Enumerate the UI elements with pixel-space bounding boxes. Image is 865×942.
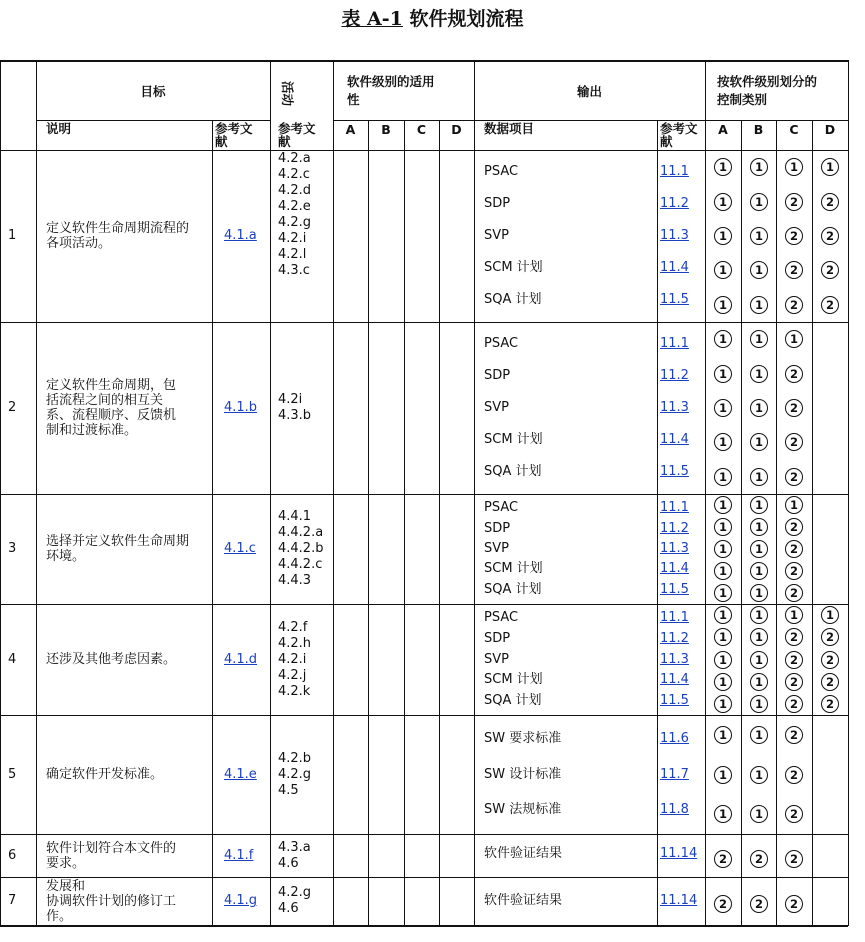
- control-category-b: 2: [750, 895, 768, 913]
- activity-reference: 4.2.h: [278, 635, 312, 651]
- control-category-b: 1: [750, 726, 768, 744]
- table-bottom-border: [0, 925, 848, 927]
- activity-reference: 4.2.i: [278, 651, 307, 667]
- control-category-c: 2: [785, 850, 803, 868]
- output-data-item: 软件验证结果: [484, 893, 563, 908]
- output-data-item: PSAC: [484, 500, 519, 516]
- control-category-a: 2: [714, 850, 732, 868]
- control-category-b: 1: [750, 433, 768, 451]
- header-output-reference: 参考文: [660, 121, 698, 136]
- header-mid-line: [333, 120, 848, 121]
- column-divider: [333, 60, 334, 925]
- row-number: 3: [8, 541, 17, 556]
- output-reference-link[interactable]: 11.6: [660, 730, 689, 746]
- control-category-a: 1: [714, 193, 732, 211]
- header-level-c: C: [416, 122, 427, 137]
- control-category-d: 2: [821, 628, 839, 646]
- control-category-a: 1: [714, 227, 732, 245]
- activity-reference: 4.2.e: [278, 199, 311, 214]
- objective-description: 定义软件生命周期流程的: [46, 221, 190, 236]
- control-category-a: 1: [714, 562, 732, 580]
- row-number: 7: [8, 893, 17, 908]
- objective-reference-link[interactable]: 4.1.g: [224, 893, 258, 908]
- objective-reference-link[interactable]: 4.1.b: [224, 400, 258, 415]
- output-data-item: SQA 计划: [484, 292, 542, 307]
- activity-reference: 4.2.g: [278, 215, 312, 230]
- control-category-c: 2: [785, 805, 803, 823]
- control-category-a: 1: [714, 158, 732, 176]
- output-reference-link[interactable]: 11.7: [660, 766, 689, 782]
- header-control-level-c: C: [789, 122, 799, 137]
- control-category-c: 1: [785, 330, 803, 348]
- output-data-item: 软件验证结果: [484, 846, 563, 861]
- control-category-b: 1: [750, 651, 768, 669]
- control-category-c: 2: [785, 433, 803, 451]
- control-category-a: 1: [714, 805, 732, 823]
- control-category-d: 2: [821, 193, 839, 211]
- output-data-item: SQA 计划: [484, 464, 542, 479]
- objective-description: 系、流程顺序、反馈机: [46, 408, 177, 423]
- output-reference-link[interactable]: 11.1: [660, 164, 689, 179]
- control-category-b: 1: [750, 584, 768, 602]
- row-divider: [0, 494, 848, 495]
- control-category-a: 1: [714, 330, 732, 348]
- control-category-b: 1: [750, 158, 768, 176]
- control-category-a: 1: [714, 651, 732, 669]
- activity-reference: 4.2.g: [278, 885, 312, 900]
- control-category-b: 1: [750, 766, 768, 784]
- control-category-a: 1: [714, 584, 732, 602]
- activity-reference: 4.2.c: [278, 167, 310, 182]
- header-data-item: 数据项目: [484, 121, 535, 136]
- activity-reference: 4.2.d: [278, 183, 312, 198]
- row-number: 4: [8, 651, 17, 667]
- activity-reference: 4.2.g: [278, 766, 312, 782]
- row-divider: [0, 150, 36, 151]
- control-category-a: 1: [714, 518, 732, 536]
- control-category-b: 1: [750, 562, 768, 580]
- control-category-b: 1: [750, 628, 768, 646]
- header-applicability: 软件级别的适用: [347, 74, 435, 89]
- activity-reference: 4.4.1: [278, 509, 312, 524]
- objective-reference-link[interactable]: 4.1.d: [224, 651, 258, 667]
- control-category-c: 2: [785, 726, 803, 744]
- activity-reference: 4.2.b: [278, 750, 312, 766]
- control-category-c: 1: [785, 606, 803, 624]
- row-divider: [0, 877, 848, 878]
- output-data-item: SCM 计划: [484, 672, 543, 688]
- activity-reference: 4.2.a: [278, 151, 311, 166]
- header-activity-reference: 献: [278, 134, 291, 149]
- control-category-b: 1: [750, 193, 768, 211]
- row-number: 2: [8, 400, 17, 415]
- objective-description: 选择并定义软件生命周期: [46, 534, 190, 549]
- output-data-item: PSAC: [484, 610, 519, 626]
- control-category-a: 1: [714, 695, 732, 713]
- control-category-c: 2: [785, 468, 803, 486]
- header-description: 说明: [46, 121, 72, 136]
- objective-description: 制和过渡标准。: [46, 423, 138, 438]
- objective-description: 协调软件计划的修订工: [46, 893, 177, 909]
- control-category-b: 1: [750, 673, 768, 691]
- control-category-c: 2: [785, 695, 803, 713]
- control-category-c: 2: [785, 399, 803, 417]
- control-category-c: 1: [785, 496, 803, 514]
- output-reference-link[interactable]: 11.4: [660, 561, 689, 577]
- output-reference-link[interactable]: 11.2: [660, 196, 689, 211]
- objective-reference-link[interactable]: 4.1.e: [224, 766, 257, 782]
- output-data-item: PSAC: [484, 164, 519, 179]
- control-category-a: 1: [714, 433, 732, 451]
- control-category-c: 2: [785, 766, 803, 784]
- output-reference-link[interactable]: 11.2: [660, 368, 689, 383]
- control-category-d: 2: [821, 651, 839, 669]
- activity-reference: 4.4.2.a: [278, 525, 324, 540]
- column-divider: [368, 120, 369, 925]
- control-category-d: 2: [821, 695, 839, 713]
- control-category-c: 2: [785, 562, 803, 580]
- control-category-a: 1: [714, 628, 732, 646]
- control-category-b: 1: [750, 540, 768, 558]
- objective-reference-link[interactable]: 4.1.c: [224, 541, 256, 556]
- control-category-c: 2: [785, 651, 803, 669]
- output-data-item: SVP: [484, 651, 509, 667]
- objective-reference-link[interactable]: 4.1.f: [224, 847, 254, 863]
- objective-reference-link[interactable]: 4.1.a: [224, 228, 257, 243]
- output-reference-link[interactable]: 11.3: [660, 541, 689, 556]
- activity-reference: 4.2.f: [278, 619, 308, 635]
- control-category-a: 1: [714, 496, 732, 514]
- control-category-c: 2: [785, 261, 803, 279]
- objective-description: 还涉及其他考虑因素。: [46, 652, 177, 667]
- output-reference-link[interactable]: 11.2: [660, 520, 689, 536]
- table-top-border: [0, 60, 848, 62]
- output-reference-link[interactable]: 11.1: [660, 610, 689, 626]
- objective-description: 环境。: [46, 549, 86, 564]
- objective-description: 要求。: [46, 855, 86, 871]
- table-left-border: [0, 60, 1, 925]
- output-data-item: SDP: [484, 630, 511, 646]
- activity-reference: 4.2.j: [278, 667, 307, 683]
- column-divider: [741, 120, 742, 925]
- header-output-reference: 献: [660, 134, 673, 149]
- objective-description: 发展和: [46, 878, 86, 894]
- output-data-item: SW 法规标准: [484, 802, 562, 818]
- output-data-item: SDP: [484, 368, 511, 383]
- output-reference-link[interactable]: 11.5: [660, 292, 689, 307]
- output-reference-link[interactable]: 11.3: [660, 228, 689, 243]
- activity-reference: 4.6: [278, 901, 299, 916]
- control-category-a: 1: [714, 261, 732, 279]
- control-category-d: 1: [821, 158, 839, 176]
- control-category-c: 2: [785, 193, 803, 211]
- output-data-item: PSAC: [484, 336, 519, 351]
- control-category-a: 1: [714, 399, 732, 417]
- control-category-b: 1: [750, 695, 768, 713]
- control-category-b: 1: [750, 330, 768, 348]
- output-data-item: SDP: [484, 196, 511, 211]
- control-category-a: 1: [714, 766, 732, 784]
- header-level-d: D: [451, 122, 462, 137]
- control-category-c: 2: [785, 296, 803, 314]
- output-data-item: SQA 计划: [484, 581, 542, 597]
- output-reference-link[interactable]: 11.14: [660, 893, 698, 908]
- activity-reference: 4.3.a: [278, 839, 311, 855]
- output-reference-link[interactable]: 11.14: [660, 846, 698, 861]
- output-reference-link[interactable]: 11.2: [660, 630, 689, 646]
- control-category-d: 2: [821, 261, 839, 279]
- activity-reference: 4.2.l: [278, 247, 307, 262]
- header-activity-reference: 参考文: [278, 121, 316, 136]
- header-reference: 献: [215, 134, 228, 149]
- output-data-item: SW 设计标准: [484, 766, 562, 782]
- objective-description: 各项活动。: [46, 236, 112, 251]
- header-activity: 活动: [280, 80, 296, 107]
- objective-description: 定义软件生命周期，包: [46, 378, 177, 393]
- column-divider: [812, 120, 813, 925]
- column-divider: [270, 60, 271, 925]
- control-category-b: 1: [750, 365, 768, 383]
- output-reference-link[interactable]: 11.5: [660, 692, 689, 708]
- control-category-c: 2: [785, 518, 803, 536]
- control-category-c: 2: [785, 628, 803, 646]
- column-divider: [474, 60, 475, 925]
- output-data-item: SVP: [484, 228, 509, 243]
- activity-reference: 4.2.k: [278, 683, 311, 699]
- activity-reference: 4.3.c: [278, 263, 310, 278]
- header-applicability: 性: [347, 92, 360, 107]
- row-number: 6: [8, 847, 17, 863]
- control-category-a: 1: [714, 468, 732, 486]
- output-data-item: SCM 计划: [484, 260, 543, 275]
- output-reference-link[interactable]: 11.3: [660, 400, 689, 415]
- output-reference-link[interactable]: 11.4: [660, 260, 689, 275]
- activity-reference: 4.5: [278, 782, 299, 798]
- output-data-item: SCM 计划: [484, 561, 543, 577]
- control-category-a: 1: [714, 365, 732, 383]
- header-control-category: 按软件级别划分的: [717, 74, 818, 89]
- row-divider: [0, 834, 848, 835]
- table-right-border: [848, 60, 849, 926]
- column-divider: [657, 120, 658, 925]
- control-category-b: 1: [750, 496, 768, 514]
- objective-description: 确定软件开发标准。: [46, 767, 164, 782]
- output-data-item: SW 要求标准: [484, 730, 562, 746]
- output-reference-link[interactable]: 11.4: [660, 672, 689, 688]
- output-reference-link[interactable]: 11.8: [660, 802, 689, 818]
- output-data-item: SVP: [484, 400, 509, 415]
- output-reference-link[interactable]: 11.1: [660, 500, 689, 516]
- control-category-b: 1: [750, 805, 768, 823]
- output-data-item: SCM 计划: [484, 432, 543, 447]
- table-number: 表 A-1: [341, 8, 403, 30]
- output-data-item: SQA 计划: [484, 692, 542, 708]
- control-category-b: 1: [750, 518, 768, 536]
- column-divider: [36, 60, 37, 925]
- control-category-d: 2: [821, 673, 839, 691]
- control-category-c: 2: [785, 365, 803, 383]
- output-reference-link[interactable]: 11.3: [660, 651, 689, 667]
- header-control-level-a: A: [718, 122, 728, 137]
- control-category-b: 1: [750, 468, 768, 486]
- activity-reference: 4.3.b: [278, 408, 312, 423]
- row-divider: [0, 715, 848, 716]
- header-bottom-line: [36, 150, 848, 151]
- row-number: 5: [8, 766, 17, 782]
- control-category-c: 2: [785, 673, 803, 691]
- row-number: 1: [8, 228, 17, 243]
- activity-reference: 4.4.2.c: [278, 557, 323, 572]
- control-category-c: 2: [785, 227, 803, 245]
- control-category-b: 2: [750, 850, 768, 868]
- header-level-b: B: [381, 122, 391, 137]
- control-category-d: 1: [821, 606, 839, 624]
- header-output: 输出: [576, 84, 602, 99]
- row-divider: [0, 322, 848, 323]
- control-category-c: 1: [785, 158, 803, 176]
- control-category-c: 2: [785, 540, 803, 558]
- activity-reference: 4.4.2.b: [278, 541, 324, 556]
- column-divider: [212, 120, 213, 925]
- control-category-b: 1: [750, 399, 768, 417]
- header-control-level-d: D: [824, 122, 836, 137]
- control-category-a: 1: [714, 726, 732, 744]
- output-reference-link[interactable]: 11.5: [660, 464, 689, 479]
- activity-reference: 4.6: [278, 855, 299, 871]
- control-category-b: 1: [750, 296, 768, 314]
- output-data-item: SDP: [484, 520, 511, 536]
- objective-description: 括流程之间的相互关: [46, 393, 164, 408]
- control-category-d: 2: [821, 296, 839, 314]
- objective-description: 作。: [46, 908, 73, 924]
- control-category-b: 1: [750, 227, 768, 245]
- activity-reference: 4.2.i: [278, 231, 307, 246]
- header-control-category: 控制类别: [717, 92, 768, 107]
- output-reference-link[interactable]: 11.5: [660, 581, 689, 597]
- table-title-text: 软件规划流程: [409, 8, 524, 30]
- output-data-item: SVP: [484, 541, 509, 556]
- objective-description: 软件计划符合本文件的: [46, 840, 177, 856]
- column-divider: [439, 120, 440, 925]
- control-category-a: 1: [714, 540, 732, 558]
- control-category-b: 1: [750, 606, 768, 624]
- control-category-c: 2: [785, 584, 803, 602]
- header-control-level-b: B: [753, 122, 764, 137]
- column-divider: [776, 120, 777, 925]
- column-divider: [705, 60, 706, 925]
- activity-reference: 4.4.3: [278, 573, 312, 588]
- header-reference: 参考文: [215, 121, 253, 136]
- output-reference-link[interactable]: 11.4: [660, 432, 689, 447]
- control-category-a: 1: [714, 673, 732, 691]
- control-category-a: 1: [714, 296, 732, 314]
- control-category-b: 1: [750, 261, 768, 279]
- column-divider: [404, 120, 405, 925]
- row-divider: [0, 604, 848, 605]
- control-category-c: 2: [785, 895, 803, 913]
- control-category-a: 2: [714, 895, 732, 913]
- header-objective: 目标: [140, 84, 166, 99]
- header-level-a: A: [345, 122, 356, 137]
- control-category-a: 1: [714, 606, 732, 624]
- control-category-d: 2: [821, 227, 839, 245]
- output-reference-link[interactable]: 11.1: [660, 336, 689, 351]
- activity-reference: 4.2i: [278, 392, 303, 407]
